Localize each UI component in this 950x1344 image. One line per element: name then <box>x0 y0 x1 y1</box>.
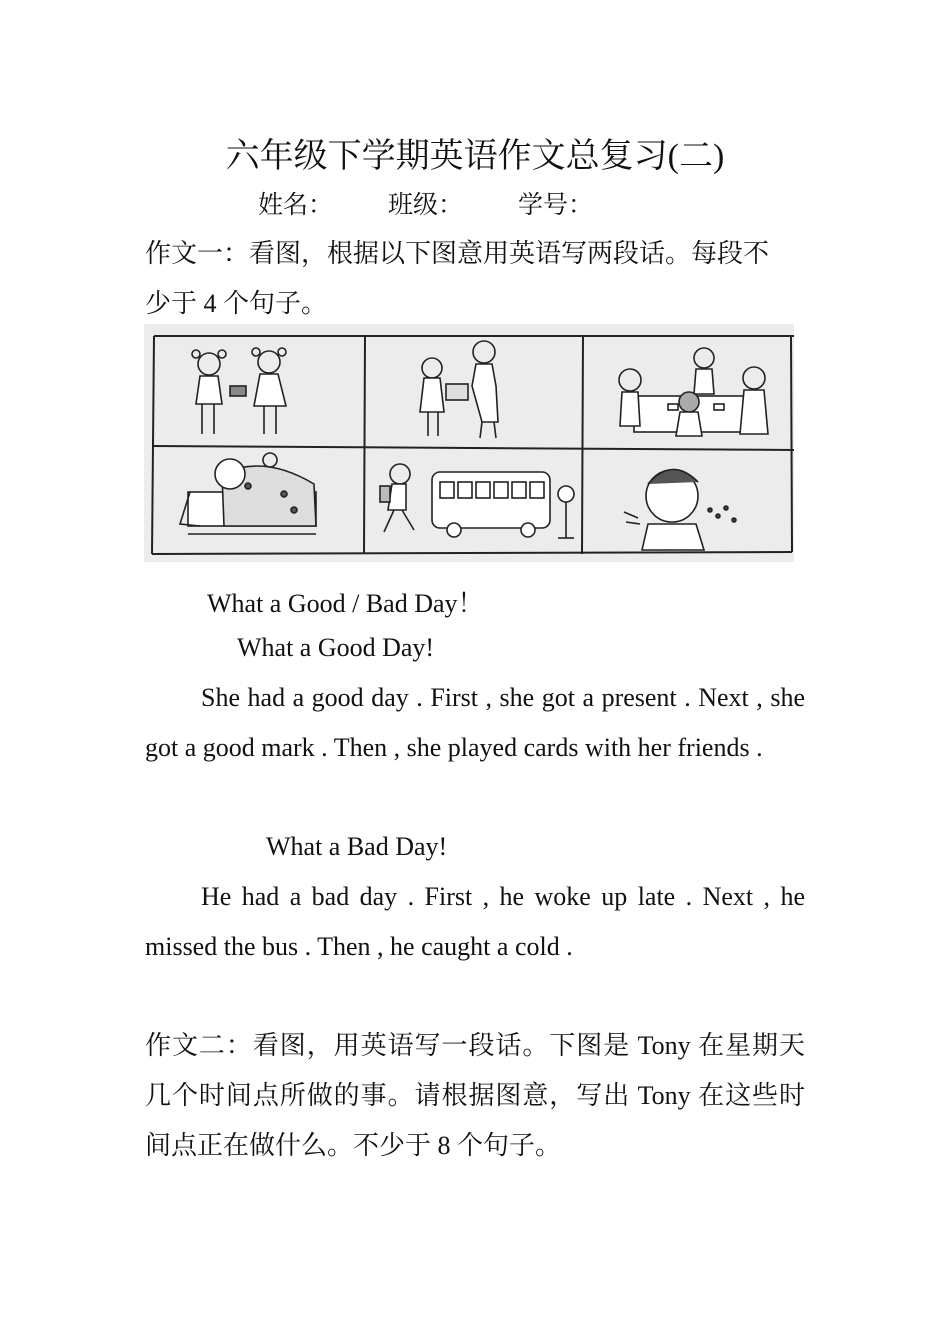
good-day-title: What a Good Day! <box>237 633 435 662</box>
number-label: 学号： <box>518 192 594 219</box>
comic-strip-figure <box>144 324 794 562</box>
good-day-paragraph: She had a good day . First , she got a present . Next , she got a good mark . Then , she played cards with her friends . <box>145 683 805 762</box>
class-label: 班级： <box>388 192 464 219</box>
task2-instruction: 作文二：看图，用英语写一段话。下图是 Tony 在星期天几个时间点所做的事。请根据图意，写出 Tony 在这些时间点正在做什么。不少于 8 个句子。 <box>145 1031 805 1160</box>
comic-strip-drawing <box>144 324 794 562</box>
name-label: 姓名： <box>258 192 334 219</box>
page-title: 六年级下学期英语作文总复习(二) <box>225 138 725 175</box>
task1-instruction-line1: 作文一：看图，根据以下图意用英语写两段话。每段不 <box>145 239 770 268</box>
bad-day-paragraph: He had a bad day . First , he woke up late . Next , he missed the bus . Then , he caught a cold . <box>145 882 805 961</box>
task1-instruction-line2: 少于 4 个句子。 <box>145 289 328 318</box>
essay-main-title: What a Good / Bad Day！ <box>207 589 484 618</box>
bad-day-title: What a Bad Day! <box>266 832 448 861</box>
